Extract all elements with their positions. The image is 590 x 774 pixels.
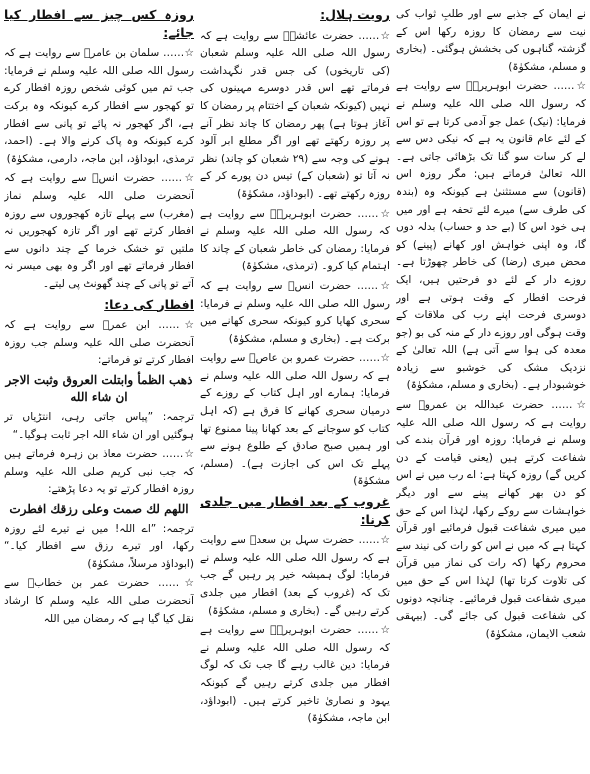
hadith-paragraph: ☆…… حضرت انسؓ سے روایت ہے کہ آنحضرت صلی اللہ علیہ وسلم نماز (مغرب) سے پہلے تازہ کھجوروں سے روزہ افطار کرتے تھے اور اگر تازہ کھجوریں نہ ملتیں تو خشک خرما کے چند دانوں سے افطار فرماتے تھے اور اگر وہ بھی میسر نہ آتے تو پانی کے چند گھونٹ پی لیتے۔	[4, 172, 194, 290]
hadith-paragraph: ☆…… حضرت عمر بن خطابؓ سے آنحضرت صلی اللہ علیہ وسلم کا ارشاد نقل کیا گیا ہے کہ رمضان میں اللہ	[4, 577, 194, 625]
section-heading: غروب کے بعد افطار میں جلدی کرنا:	[200, 494, 390, 527]
hadith-paragraph: نے ایمان کے جذبے سے اور طلبِ ثواب کی نیت سے رمضان کا روزہ رکھا اس کے گزشتہ گناہوں کی بخشش ہوگئی۔ (بخاری و مسلم، مشکوٰۃ)	[396, 8, 586, 73]
hadith-paragraph: ترجمہ: ”پیاس جاتی رہی، انتڑیاں تر ہوگئیں اور ان شاء اللہ اجر ثابت ہوگیا۔“	[4, 411, 194, 441]
hadith-paragraph: ☆…… حضرت عمرو بن عاصؓ سے روایت ہے کہ رسول اللہ صلی اللہ علیہ وسلم نے فرمایا: ہمارے اور اہل کتاب کے روزے کے درمیان سحری کھانے کا فرق ہے (کہ اہل کتاب کو سوجانے کے بعد کھانا پینا ممنوع تھا اور ہمیں صبح صادق کے طلوع ہونے سے پہلے تک اس کی اجازت ہے)۔ (مسلم، مشکوٰۃ)	[200, 352, 390, 488]
hadith-paragraph: ☆…… حضرت انسؓ سے روایت ہے کہ رسول اللہ صلی اللہ علیہ وسلم نے فرمایا: سحری کھایا کرو کیونکہ سحری کھانے میں برکت ہے۔ (بخاری و مسلم، مشکوٰۃ)	[200, 279, 390, 345]
hadith-paragraph: ☆…… حضرت سہل بن سعدؓ سے روایت ہے کہ رسول اللہ صلی اللہ علیہ وسلم نے فرمایا: لوگ ہمیشہ خیر پر رہیں گے جب تک کہ (غروب کے بعد) افطار میں جلدی کرتے رہیں گے۔ (بخاری و مسلم، مشکوٰۃ)	[200, 534, 390, 617]
hadith-paragraph: ☆…… حضرت معاذ بن زہرہ فرماتے ہیں کہ جب نبی کریم صلی اللہ علیہ وسلم روزہ افطار کرتے تو یہ دعا پڑھتے:	[4, 448, 194, 496]
column-left	[4, 6, 194, 770]
hadith-paragraph: ☆…… سلمان بن عامرؓ سے روایت ہے کہ رسول اللہ صلی اللہ علیہ وسلم نے فرمایا: جب تم میں کوئی شخص روزہ افطار کرے تو کھجور سے افطار کرے کیونکہ وہ برکت ہے، اگر کھجور نہ پائے تو پانی سے افطار کرے کیونکہ وہ پاک کرنے والا ہے۔ (احمد، ترمذی، ابوداؤد، ابن ماجہ، دارمی، مشکوٰۃ)	[4, 47, 194, 165]
hadith-paragraph: ☆…… ابن عمرؓ سے روایت ہے کہ آنحضرت صلی اللہ علیہ وسلم جب روزہ افطار کرتے تو فرماتے:	[4, 319, 194, 367]
section-heading: روزہ کس چیز سے افطار کیا جائے:	[4, 7, 194, 40]
column-right	[396, 6, 586, 770]
section-heading: افطار کی دعا:	[104, 296, 194, 312]
section-heading: رویت ہلال:	[320, 7, 390, 22]
arabic-dua: ذهب الظمأ وابتلت العروق وثبت الاجر ان شاء الله	[5, 372, 193, 405]
hadith-paragraph: ☆…… حضرت عائشہؓ سے روایت ہے کہ رسول اللہ صلی اللہ علیہ وسلم شعبان (کی تاریخوں) کی جس قدر نگہداشت فرماتے تھے اس قدر دوسرے مہینوں کی نہیں (کیونکہ شعبان کے اختتام پر رمضان کا آغاز ہوتا ہے) پھر رمضان کا چاند نظر آنے پر روزہ رکھتے تھے اور اگر مطلع ابر آلود ہونے کی وجہ سے (۲۹ شعبان کو چاند) نظر نہ آتا تو (شعبان کے) تیس دن پورے کر کے روزہ رکھتے تھے۔ (ابوداؤد، مشکوٰۃ)	[200, 29, 390, 200]
hadith-paragraph: ☆…… حضرت ابوہریرہؓ سے روایت ہے کہ رسول اللہ صلی اللہ علیہ وسلم نے فرمایا: (نیک) عمل جو آدمی کرتا ہے تو اس کے لئے عام قانون یہ ہے کہ نیکی دس سے لے کر سات سو گنا تک بڑھائی جاتی ہے۔ اللہ تعالیٰ فرماتے ہیں: مگر روزہ اس (قانون) سے مستثنیٰ ہے کیونکہ وہ (بندہ کی طرف سے) میرے لئے تحفہ ہے اور میں ہی خود اس کا (بے حد و حساب) بدلہ دوں گا، وہ اپنی خواہش اور کھانے (پینے) کو محض میری (رضا) کی خاطر چھوڑتا ہے۔ روزے دار کے لئے دو فرحتیں ہیں، ایک فرحت افطار کے وقت ہوتی ہے اور دوسری فرحت اپنے رب کی ملاقات کے وقت ہوگی اور روزے دار کے منہ کی بو (جو معدہ کی ہوا سے آتی ہے) اللہ تعالیٰ کے نزدیک مشک کی خوشبو سے زیادہ خوشبودار ہے۔ (بخاری و مسلم، مشکوٰۃ)	[396, 80, 586, 392]
arabic-dua: اللهم لك صمت وعلى رزقك افطرت	[9, 502, 189, 517]
hadith-paragraph: ☆…… حضرت عبداللہ بن عمروؓ سے روایت ہے کہ رسول اللہ صلی اللہ علیہ وسلم نے فرمایا: روزہ اور قرآن بندے کی شفاعت کرتے ہیں (یعنی قیامت کے دن کریں گے) روزہ کہتا ہے: اے رب میں نے اس کو دن بھر کھانے پینے سے اور دیگر خواہشات سے روکے رکھا، لہٰذا اس کے حق میں میری شفاعت قبول فرمائیے اور قرآن کہتا ہے کہ میں نے اس کو رات کی نیند سے محروم رکھا (کہ رات کی نماز میں قرآن کی تلاوت کرتا تھا) لہٰذا اس کے حق میں میری شفاعت قبول فرمائیے۔ چنانچہ دونوں کی شفاعت قبول کی جائے گی۔ (بیہقی شعب الایمان، مشکوٰۃ)	[396, 399, 586, 640]
column-middle	[200, 6, 390, 770]
hadith-paragraph: ☆…… حضرت ابوہریرہؓ سے روایت ہے کہ رسول اللہ صلی اللہ علیہ وسلم نے فرمایا: دین غالب رہے گا جب تک کہ لوگ افطار میں جلدی کرتے رہیں گے کیونکہ یہود و نصاریٰ تاخیر کرتے ہیں۔ (ابوداؤد، ابن ماجہ، مشکوٰۃ)	[200, 624, 390, 725]
hadith-paragraph: ترجمہ: ”اے اللہ! میں نے تیرے لئے روزہ رکھا، اور تیرے رزق سے افطار کیا۔“ (ابوداؤد مرسلاً، مشکوٰۃ)	[4, 522, 194, 570]
hadith-paragraph: ☆…… حضرت ابوہریرہؓ سے روایت ہے کہ رسول اللہ صلی اللہ علیہ وسلم نے فرمایا: رمضان کی خاطر شعبان کے چاند کا اہتمام کیا کرو۔ (ترمذی، مشکوٰۃ)	[200, 207, 390, 273]
